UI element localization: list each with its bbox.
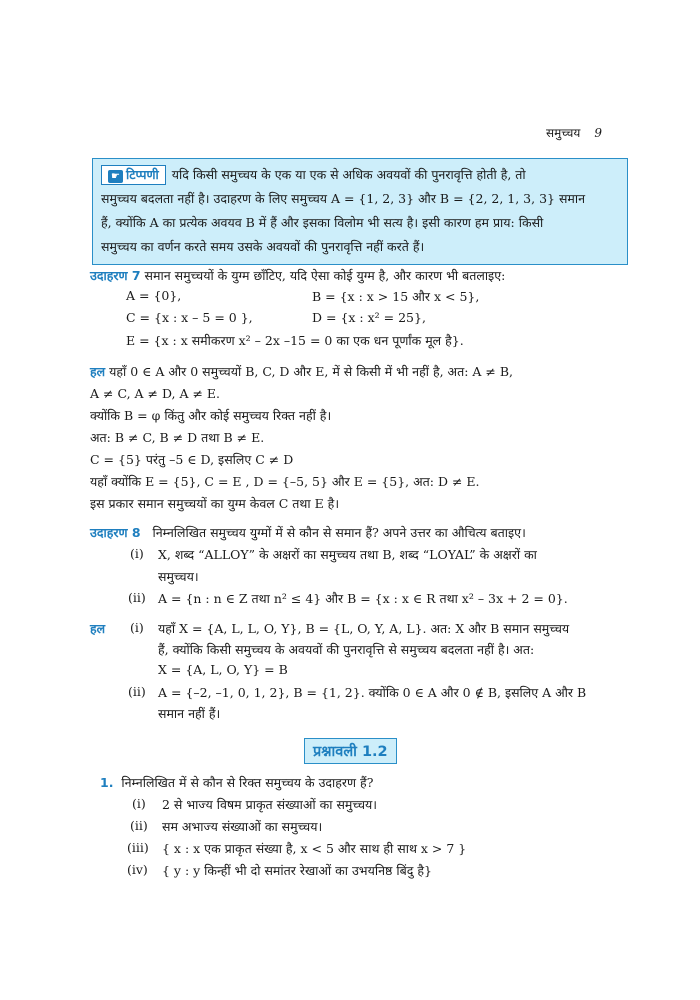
page-header [546, 124, 602, 141]
item-num: (iv) [127, 862, 148, 877]
example-7 [90, 266, 620, 356]
example-8-question: निम्नलिखित समुच्चय युग्मों में से कौन से समान हैं? अपने उत्तर का औचित्य बताइए। [152, 525, 526, 540]
set-e: E = {x : x समीकरण x² – 2x –15 = 0 का एक धन पूर्णांक मूल है}. [126, 333, 464, 348]
solution-7-line: क्योंकि B = φ किंतु और कोई समुच्चय रिक्त नहीं है। [90, 408, 332, 423]
note-line-2: समुच्चय बदलता नहीं है। उदाहरण के लिए समुच्चय A = {1, 2, 3} और B = {2, 2, 1, 3, 3} समान [101, 191, 586, 206]
note-line-4: समुच्चय का वर्णन करते समय उसके अवयवों की पुनरावृत्ति नहीं करते हैं। [101, 239, 425, 254]
item-text: { y : y किन्हीं भी दो समांतर रेखाओं का उभयनिष्ठ बिंदु है} [162, 863, 432, 878]
solution-7-line: अत: B ≠ C, B ≠ D तथा B ≠ E. [90, 430, 265, 445]
solution-8 [90, 620, 620, 730]
item-num: (ii) [130, 818, 148, 833]
solution-7-line: इस प्रकार समान समुच्चयों का युग्म केवल C तथा E है। [90, 496, 340, 511]
solution-7-line: A ≠ C, A ≠ D, A ≠ E. [90, 386, 221, 401]
solution-7-line: यहाँ क्योंकि E = {5}, C = E , D = {–5, 5} और E = {5}, अत: D ≠ E. [90, 474, 480, 489]
set-a: A = {0}, [126, 288, 182, 303]
solution-7-line: यहाँ 0 ∈ A और 0 समुच्चयों B, C, D और E, में से किसी में भी नहीं है, अत: A ≠ B, [109, 364, 513, 379]
solution-7 [90, 362, 620, 522]
running-title: समुच्चय [545, 126, 581, 140]
example-7-question: समान समुच्चयों के युग्म छाँटिए, यदि ऐसा कोई युग्म है, और कारण भी बतलाइए: [144, 268, 506, 283]
example-8 [90, 524, 620, 614]
solution-7-label: हल [90, 364, 106, 379]
solution-8-part-line: समान नहीं हैं। [158, 706, 221, 721]
pointing-hand-icon: ☛ [108, 170, 123, 183]
note-line-1: यदि किसी समुच्चय के एक या एक से अधिक अवयवों की पुनरावृत्ति होती है, तो [171, 167, 526, 182]
item-text: 2 से भाज्य विषम प्राकृत संख्याओं का समुच्चय। [162, 797, 378, 812]
note-tag [101, 165, 166, 185]
example-8-part-line: समुच्चय। [158, 569, 199, 584]
note-tag-label: टिप्पणी [125, 167, 159, 182]
solution-8-part-line: हैं, क्योंकि किसी समुच्चय के अवयवों की पुनरावृत्ति से समुच्चय बदलता नहीं है। अत: [158, 642, 535, 657]
set-b: B = {x : x > 15 और x < 5}, [312, 289, 480, 304]
example-7-label: उदाहरण 7 [90, 268, 141, 283]
solution-8-part-line: यहाँ X = {A, L, L, O, Y}, B = {L, O, Y, A, L}. अत: X और B समान समुच्चय [158, 621, 570, 636]
exercise-title: प्रश्नावली 1.2 [304, 738, 397, 764]
solution-8-label: हल [90, 621, 106, 636]
note-box [92, 158, 628, 265]
set-d: D = {x : x² = 25}, [312, 310, 426, 325]
solution-8-part-line: X = {A, L, O, Y} = B [158, 662, 288, 677]
example-8-part-line: A = {n : n ∈ Z तथा n² ≤ 4} और B = {x : x ∈ R तथा x² – 3x + 2 = 0}. [158, 591, 568, 606]
example-8-part-num: (i) [130, 546, 144, 561]
exercise-question-1 [100, 774, 630, 878]
item-num: (iii) [127, 840, 149, 855]
solution-7-line: C = {5} परंतु –5 ∈ D, इसलिए C ≠ D [90, 452, 294, 467]
example-8-part-num: (ii) [128, 590, 146, 605]
note-line-3: हैं, क्योंकि A का प्रत्येक अवयव B में हैं और इसका विलोम भी सत्य है। इसी कारण हम प्राय: किसी [101, 215, 544, 230]
example-8-label: उदाहरण 8 [90, 525, 141, 540]
question-text: निम्नलिखित में से कौन से रिक्त समुच्चय के उदाहरण हैं? [121, 775, 374, 790]
solution-8-part-line: A = {–2, –1, 0, 1, 2}, B = {1, 2}. क्योंकि 0 ∈ A और 0 ∉ B, इसलिए A और B [158, 685, 587, 700]
set-c: C = {x : x – 5 = 0 }, [126, 310, 253, 325]
example-8-part-line: X, शब्द “ALLOY” के अक्षरों का समुच्चय तथा B, शब्द “LOYAL” के अक्षरों का [158, 547, 537, 562]
item-num: (i) [132, 796, 146, 811]
solution-8-part-num: (ii) [128, 684, 146, 699]
item-text: { x : x एक प्राकृत संख्या है, x < 5 और साथ ही साथ x > 7 } [162, 841, 467, 856]
solution-8-part-num: (i) [130, 620, 144, 635]
question-number: 1. [100, 775, 114, 790]
item-text: सम अभाज्य संख्याओं का समुच्चय। [162, 819, 323, 834]
page-number: 9 [594, 126, 602, 140]
